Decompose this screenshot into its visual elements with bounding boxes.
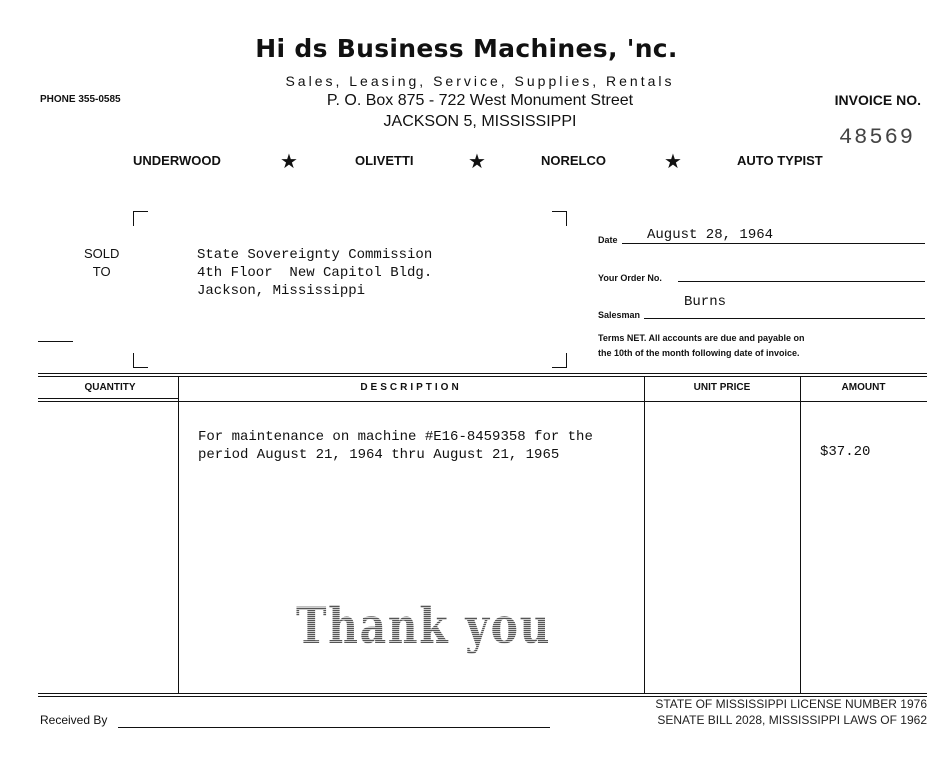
window-corner-bottom-right bbox=[552, 353, 567, 368]
table-top-rule-double bbox=[38, 376, 927, 377]
thank-you-stamp: Thank you bbox=[296, 596, 552, 655]
license-line2: SENATE BILL 2028, MISSISSIPPI LAWS OF 1962 bbox=[657, 713, 927, 727]
billing-address-line1: State Sovereignty Commission bbox=[197, 247, 433, 263]
brand-norelco: NORELCO bbox=[541, 153, 606, 168]
terms-line1: Terms NET. All accounts are due and payable on bbox=[598, 333, 805, 343]
column-divider bbox=[644, 376, 645, 694]
order-number-line bbox=[678, 281, 925, 282]
billing-address bbox=[197, 246, 432, 300]
payment-terms bbox=[598, 331, 805, 361]
line-item-amount: $37.20 bbox=[820, 444, 871, 460]
brand-underwood: UNDERWOOD bbox=[133, 153, 221, 168]
amount-header: AMOUNT bbox=[841, 382, 886, 393]
table-bottom-rule bbox=[38, 693, 927, 694]
license-line1: STATE OF MISSISSIPPI LICENSE NUMBER 1976 bbox=[655, 697, 927, 711]
company-tagline: Sales, Leasing, Service, Supplies, Rentals bbox=[285, 73, 675, 89]
date-label: Date bbox=[598, 235, 618, 245]
invoice-number-label: INVOICE NO. bbox=[834, 92, 921, 108]
received-by-line bbox=[118, 727, 550, 728]
quantity-header: QUANTITY bbox=[84, 382, 136, 393]
star-icon: ★ bbox=[280, 151, 298, 173]
description-line2: period August 21, 1964 thru August 21, 1965 bbox=[198, 447, 560, 463]
window-corner-bottom-left bbox=[133, 353, 148, 368]
sold-to-label bbox=[84, 245, 119, 281]
sold-label: SOLD bbox=[84, 246, 120, 261]
brand-olivetti: OLIVETTI bbox=[355, 153, 414, 168]
company-name: Hi ds Business Machines, 'nc. bbox=[255, 34, 678, 63]
description-header: DESCRIPTION bbox=[360, 382, 462, 393]
unit-price-header: UNIT PRICE bbox=[693, 382, 751, 393]
line-item-description bbox=[198, 428, 593, 464]
star-icon: ★ bbox=[468, 151, 486, 173]
window-corner-top-left bbox=[133, 211, 148, 226]
date-value: August 28, 1964 bbox=[647, 227, 774, 243]
license-notice bbox=[655, 696, 927, 728]
invoice-number: 48569 bbox=[838, 125, 915, 150]
window-corner-top-right bbox=[552, 211, 567, 226]
billing-address-line2: 4th Floor New Capitol Bldg. bbox=[197, 265, 433, 281]
header-bottom-rule bbox=[178, 401, 927, 402]
date-line bbox=[622, 243, 925, 244]
table-top-rule bbox=[38, 373, 927, 374]
quantity-header-rule bbox=[38, 398, 178, 399]
quantity-header-rule-double bbox=[38, 401, 178, 402]
salesman-value: Burns bbox=[684, 294, 727, 310]
to-label: TO bbox=[92, 264, 111, 279]
order-number-label: Your Order No. bbox=[598, 273, 662, 283]
column-divider bbox=[800, 376, 801, 694]
salesman-line bbox=[644, 318, 925, 319]
billing-address-line3: Jackson, Mississippi bbox=[197, 283, 366, 299]
phone-number: PHONE 355-0585 bbox=[40, 94, 121, 105]
column-divider bbox=[178, 376, 179, 694]
star-icon: ★ bbox=[664, 151, 682, 173]
description-line1: For maintenance on machine #E16-8459358 for the bbox=[198, 429, 593, 445]
salesman-label: Salesman bbox=[598, 310, 641, 320]
terms-line2: the 10th of the month following date of invoice. bbox=[598, 348, 800, 358]
company-address-line2: JACKSON 5, MISSISSIPPI bbox=[383, 113, 577, 130]
fold-mark bbox=[38, 341, 73, 342]
received-by-label: Received By bbox=[40, 713, 108, 727]
company-address-line1: P. O. Box 875 - 722 West Monument Street bbox=[326, 92, 634, 109]
brand-auto-typist: AUTO TYPIST bbox=[737, 153, 823, 168]
